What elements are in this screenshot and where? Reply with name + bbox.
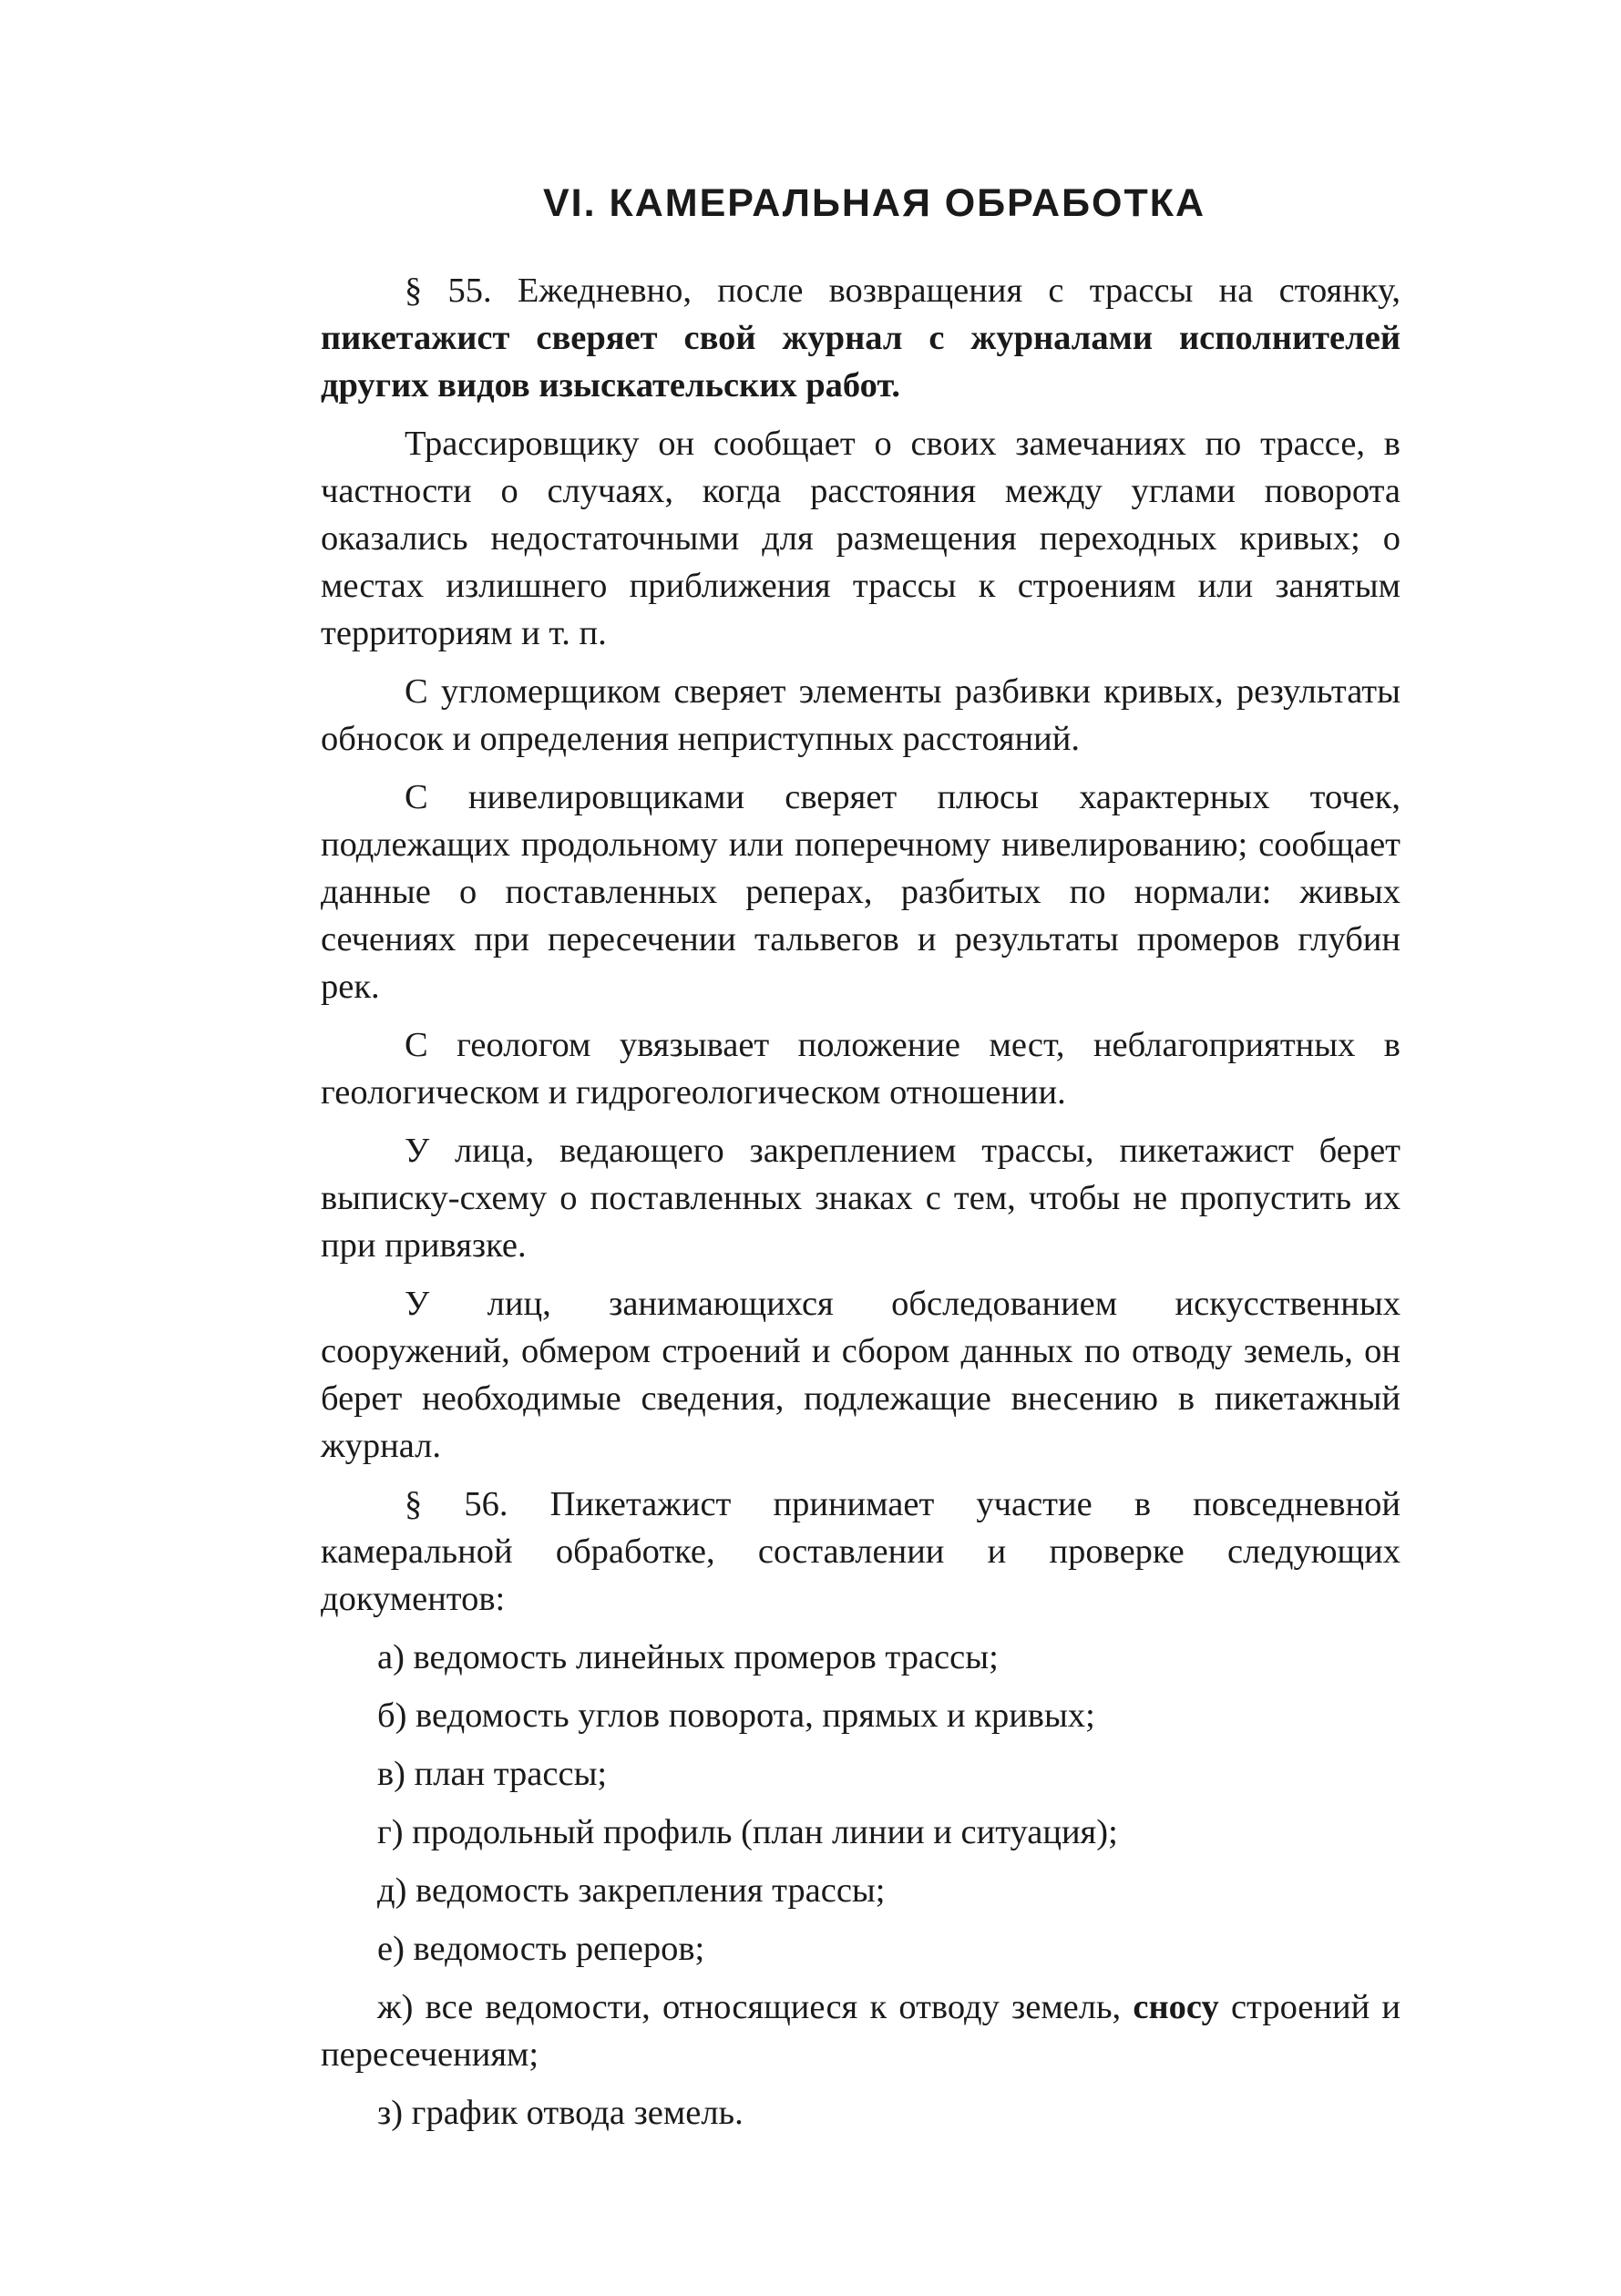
paragraph-route-fixing: У лица, ведающего закреплением трассы, пикетажист берет выписку-схему о поставленных знаках с тем, чтобы не пропустить их при привязке. [321, 1132, 1400, 1265]
list-item-zh-text: ж) все ведомости, относящиеся к отводу земель, [377, 1988, 1134, 2026]
text-column [321, 178, 1400, 2147]
paragraph-structures-survey: У лиц, занимающихся обследованием искусственных сооружений, обмером строений и сбором данных по отводу земель, он берет необходимые сведения, подлежащие внесению в пикетажный журнал. [321, 1285, 1400, 1465]
list-item-v: в) план трассы; [377, 1755, 608, 1793]
documents-list [321, 1634, 1400, 2137]
paragraph-55-lead: § 55. Ежедневно, после возвращения с трассы на стоянку, [405, 272, 1400, 310]
paragraph-tracer: Трассировщику он сообщает о своих замечаниях по трассе, в частности о случаях, когда расстояния между углами поворота оказались недостаточными для размещения переходных кривых; о местах излишнего приближения трассы к строениям или занятым территориям и т. п. [321, 425, 1400, 652]
list-item-z: з) график отвода земель. [377, 2094, 744, 2132]
paragraph-56: § 56. Пикетажист принимает участие в повседневной камеральной обработке, составлении и проверке следующих документов: [321, 1485, 1400, 1618]
list-item-d: д) ведомость закрепления трассы; [377, 1871, 886, 1910]
list-item-zh [321, 1983, 1400, 2078]
paragraph-levellers: С нивелировщиками сверяет плюсы характерных точек, подлежащих продольному или поперечному нивелированию; сообщает данные о поставленных реперах, разбитых по нормали: живых сечениях при пересечении тальвегов и результаты промеров глубин рек. [321, 778, 1400, 1006]
list-item-zh-rest: строений и пересечениям; [321, 1988, 1400, 2074]
list-item-e: е) ведомость реперов; [377, 1930, 705, 1968]
paragraph-55-bold: пикетажист сверяет свой журнал с журналами исполнителей других видов изыскательских работ. [321, 319, 1400, 405]
paragraph-55 [321, 267, 1400, 409]
list-item-b: б) ведомость углов поворота, прямых и кривых; [377, 1696, 1095, 1735]
page-title: VI. КАМЕРАЛЬНАЯ ОБРАБОТКА [542, 181, 1206, 225]
list-item-g: г) продольный профиль (план линии и ситуация); [377, 1813, 1118, 1851]
list-item-a: а) ведомость линейных промеров трассы; [377, 1638, 999, 1676]
list-item-zh-bold: сносу [1133, 1988, 1219, 2026]
paragraph-angle-surveyor: С угломерщиком сверяет элементы разбивки кривых, результаты обносок и определения неприступных расстояний. [321, 672, 1400, 758]
paragraph-geologist: С геологом увязывает положение мест, неблагоприятных в геологическом и гидрогеологическом отношении. [321, 1026, 1400, 1112]
